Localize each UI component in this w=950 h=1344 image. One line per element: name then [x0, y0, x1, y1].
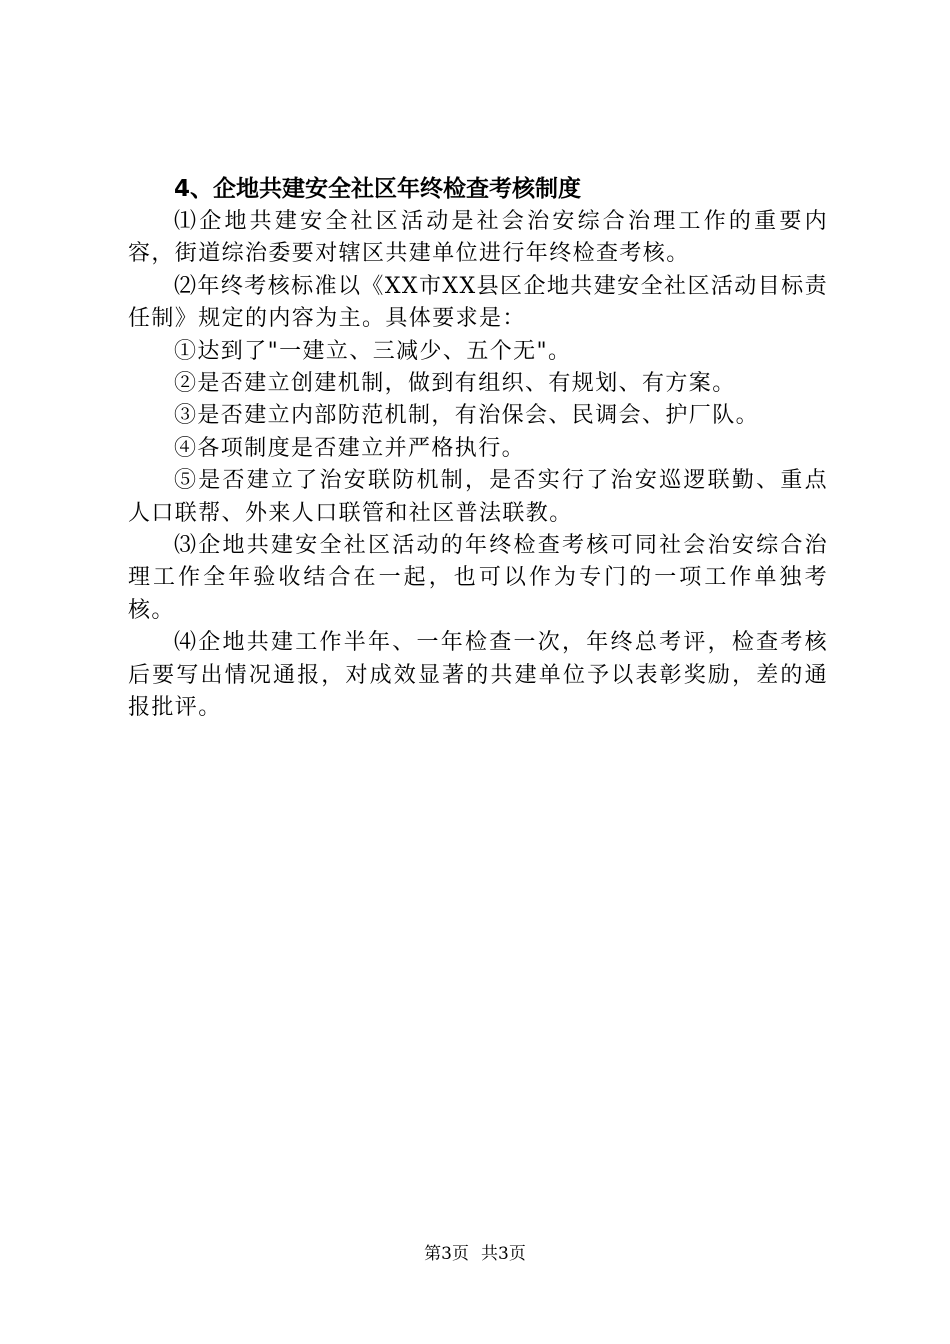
paragraph-1: ⑴企地共建安全社区活动是社会治安综合治理工作的重要内容，街道综治委要对辖区共建单位进行年终检查考核。 [128, 209, 828, 267]
paragraph-2: ⑵年终考核标准以《XX市XX县区企地共建安全社区活动目标责任制》规定的内容为主。具体要求是： [128, 273, 828, 332]
paragraph-3: ⑶企地共建安全社区活动的年终检查考核可同社会治安综合治理工作全年验收结合在一起，也可以作为专门的一项工作单独考核。 [128, 533, 828, 623]
paragraph-4: ⑷企地共建工作半年、一年检查一次，年终总考评，检查考核后要写出情况通报，对成效显著的共建单位予以表彰奖励，差的通报批评。 [128, 630, 828, 721]
page-footer [0, 1243, 950, 1265]
requirement-item-1: ①达到了"一建立、三减少、五个无"。 [174, 338, 572, 364]
section-heading: 4、企地共建安全社区年终检查考核制度 [174, 176, 582, 202]
page-number: 第3页 [424, 1244, 469, 1264]
document-body [128, 172, 828, 725]
requirement-item-3: ③是否建立内部防范机制，有治保会、民调会、护厂队。 [174, 403, 760, 429]
requirement-item-2: ②是否建立创建机制，做到有组织、有规划、有方案。 [174, 371, 736, 397]
page-total: 共3页 [481, 1244, 526, 1264]
requirement-item-4: ④各项制度是否建立并严格执行。 [174, 435, 526, 461]
requirement-item-5: ⑤是否建立了治安联防机制，是否实行了治安巡逻联勤、重点人口联帮、外来人口联管和社区普法联教。 [128, 468, 828, 526]
